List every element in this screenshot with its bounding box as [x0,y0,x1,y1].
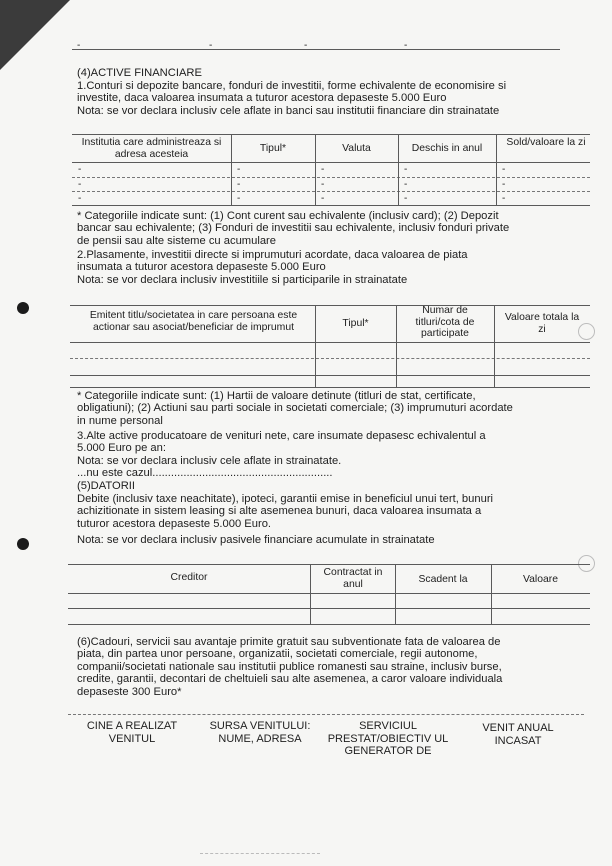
note-alte-active: Nota: se vor declara inclusiv cele aflate in strainatate. [77,455,342,467]
paragraph-datorii: Debite (inclusiv taxe neachitate), ipoteci, garantii emise in beneficiul unui tert, bunuri achizitionate in sistem leasing si alte asemenea bunuri, daca valoarea insumata a tuturor acestora depaseste 5.000 Euro. [77,493,494,530]
prev-table-mark: - [404,40,408,51]
column-header: Tipul* [342,318,369,329]
column-header: Contractat in anul [323,567,383,590]
column-header: Creditor [170,572,208,583]
column-header: Numar de titluri/cota de participate [415,305,475,340]
paragraph-plasamente: 2.Plasamente, investitii directe si imprumuturi acordate, daca valoarea de piata insumata a tuturor acestora depaseste 5.000 Euro [77,249,468,274]
table-cell: - [78,164,82,175]
scan-artifact-line [200,853,320,854]
column-header: Emitent titlu/societatea in care persoana este actionar sau asociat/beneficiar de imprumut [89,310,298,333]
value-alte-active: ...nu este cazul.......................................................... [77,467,333,479]
prev-table-mark: - [77,40,81,51]
section-title: (5)DATORII [77,480,136,492]
column-header: Tipul* [259,143,287,154]
table-cell: - [78,193,82,204]
table-cell: - [404,164,408,175]
table-cell: - [502,164,506,175]
column-header: CINE A REALIZAT VENITUL [86,720,178,745]
paragraph-cadouri: (6)Cadouri, servicii sau avantaje primite gratuit sau subventionate fata de valoarea de piata, din partea unor persoane, organizatii, societati comerciale, regii autonome, companii/societati nationale sau institutii publice romanesti sau straine, inclusiv burse, credite, garantii, decontari de cheltuieli sau alte asemenea, a caror valoare individuala depaseste 300 Euro* [77,636,503,698]
table-cell: - [404,193,408,204]
table-cell: - [502,179,506,190]
column-header: Valuta [342,143,371,154]
column-header: Sold/valoare la zi [506,137,586,148]
column-header: Scadent la [418,574,468,585]
paragraph-alte-active: 3.Alte active producatoare de venituri nete, care insumate depasesc echivalentul a 5.000 Euro pe an: [77,430,486,455]
footnote-categorii-plasamente: * Categoriile indicate sunt: (1) Hartii de valoare detinute (titluri de stat, certificate, obligatiuni); (2) Actiuni sau parti sociale in societati comerciale; (3) imprumuturi acordate in nume personal [77,390,513,427]
table-cell: - [321,193,325,204]
note-plasamente: Nota: se vor declara inclusiv investitiile si participarile in strainatate [77,274,408,286]
note-datorii: Nota: se vor declara inclusiv pasivele financiare acumulate in strainatate [77,534,435,546]
paragraph-conturi: 1.Conturi si depozite bancare, fonduri de investitii, forme echivalente de economisire si investite, daca valoarea insumata a tuturor acestora depaseste 5.000 Euro [77,80,507,105]
table-cell: - [404,179,408,190]
table-cell: - [321,179,325,190]
prev-table-mark: - [304,40,308,51]
note-conturi: Nota: se vor declara inclusiv cele aflate in banci sau institutii financiare din strainatate [77,105,500,117]
section-title: (4)ACTIVE FINANCIARE [77,67,202,79]
prev-table-mark: - [209,40,213,51]
table-cell: - [78,179,82,190]
table-cell: - [321,164,325,175]
column-header: Institutia care administreaza si adresa acesteia [81,137,222,160]
table-cell: - [237,179,241,190]
table-cell: - [502,193,506,204]
column-header: VENIT ANUAL INCASAT [482,722,554,747]
column-header: SERVICIUL PRESTAT/OBIECTIV UL GENERATOR DE [327,720,449,757]
footnote-categorii-conturi: * Categoriile indicate sunt: (1) Cont curent sau echivalente (inclusiv card); (2) Depozit bancar sau echivalente; (3) Fonduri de investitii sau echivalente, inclusiv fonduri private de pensii sau alte sisteme cu acumulare [77,210,510,247]
column-header: Valoare totala la zi [504,312,580,335]
column-header: Deschis in anul [411,143,483,154]
table-cell: - [237,164,241,175]
prev-table-bottom-line [72,49,560,50]
table-cell: - [237,193,241,204]
column-header: SURSA VENITULUI: NUME, ADRESA [209,720,311,745]
column-header: Valoare [522,574,559,585]
